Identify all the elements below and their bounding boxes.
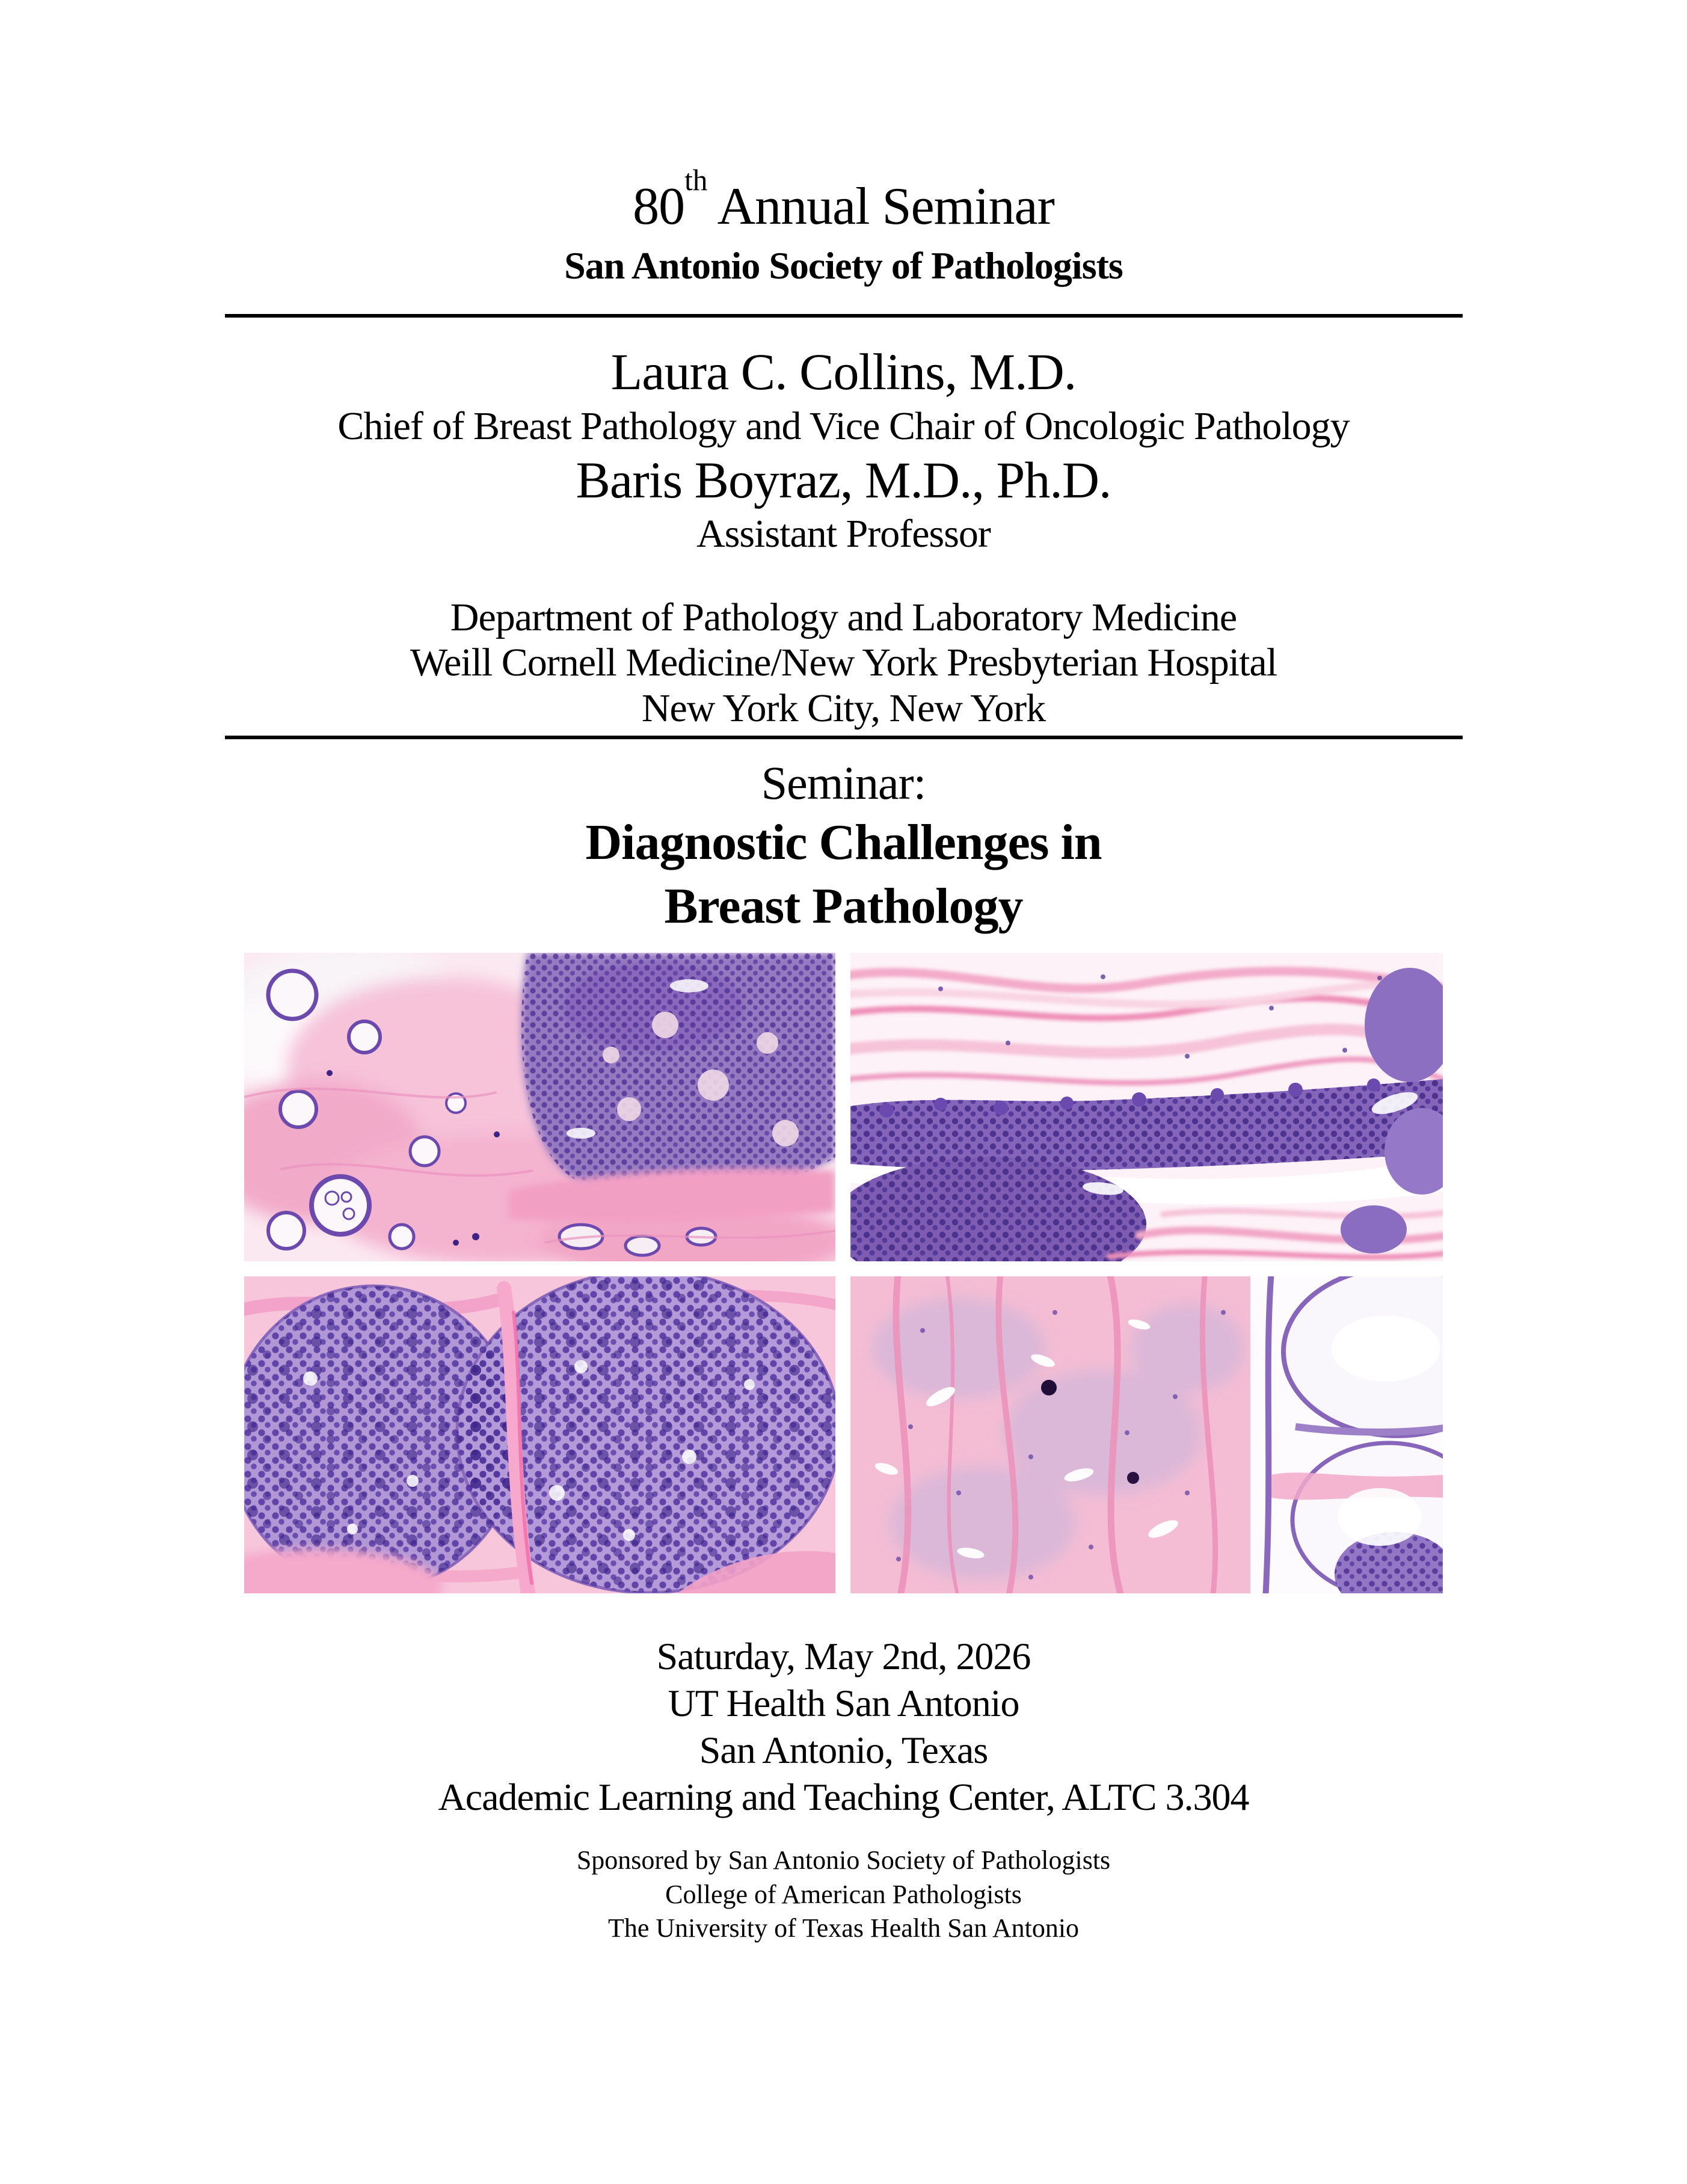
divider-rule-top: [225, 314, 1463, 318]
histology-figure-grid: [244, 953, 1443, 1593]
affiliation-block: [0, 595, 1687, 731]
affiliation-line: Department of Pathology and Laboratory Medicine: [450, 595, 1237, 640]
histology-bottom-right-art: [850, 1276, 1443, 1593]
affiliation-line: New York City, New York: [641, 686, 1046, 730]
histology-top-left-art: [244, 953, 835, 1261]
divider-rule-bottom: [225, 736, 1463, 739]
speaker-name: Baris Boyraz, M.D., Ph.D.: [576, 451, 1111, 509]
affiliation-line: Weill Cornell Medicine/New York Presbyterian Hospital: [410, 641, 1277, 685]
sponsor-line: College of American Pathologists: [665, 1879, 1022, 1909]
title-number: 80: [633, 177, 685, 236]
seminar-label: Seminar:: [761, 756, 926, 809]
histology-image-bottom-right: [850, 1276, 1443, 1593]
seminar-title-line1: Diagnostic Challenges in: [585, 814, 1102, 871]
title-rest: Annual Seminar: [707, 177, 1054, 236]
speakers-block: [0, 342, 1687, 558]
histology-bottom-left-art: [244, 1276, 835, 1593]
event-room: Academic Learning and Teaching Center, ALTC 3.304: [438, 1776, 1249, 1819]
seminar-title-line2: Breast Pathology: [664, 878, 1023, 935]
event-details-block: [0, 1633, 1687, 1821]
title-ordinal: th: [684, 164, 708, 197]
society-subtitle: San Antonio Society of Pathologists: [564, 244, 1123, 287]
event-date: Saturday, May 2nd, 2026: [656, 1635, 1031, 1678]
page-title: [0, 164, 1687, 236]
event-venue: UT Health San Antonio: [668, 1682, 1019, 1725]
sponsor-line: Sponsored by San Antonio Society of Pathologists: [576, 1845, 1111, 1875]
histology-image-bottom-left: [244, 1276, 835, 1593]
speaker-role: Assistant Professor: [696, 512, 991, 556]
histology-top-right-art: [850, 953, 1443, 1261]
sponsors-block: [0, 1844, 1687, 1945]
histology-image-top-right: [850, 953, 1443, 1261]
histology-image-top-left: [244, 953, 835, 1261]
event-city: San Antonio, Texas: [699, 1729, 988, 1772]
speaker-name: Laura C. Collins, M.D.: [610, 343, 1077, 401]
sponsor-line: The University of Texas Health San Antonio: [607, 1913, 1080, 1943]
speaker-role: Chief of Breast Pathology and Vice Chair of Oncologic Pathology: [337, 404, 1350, 448]
